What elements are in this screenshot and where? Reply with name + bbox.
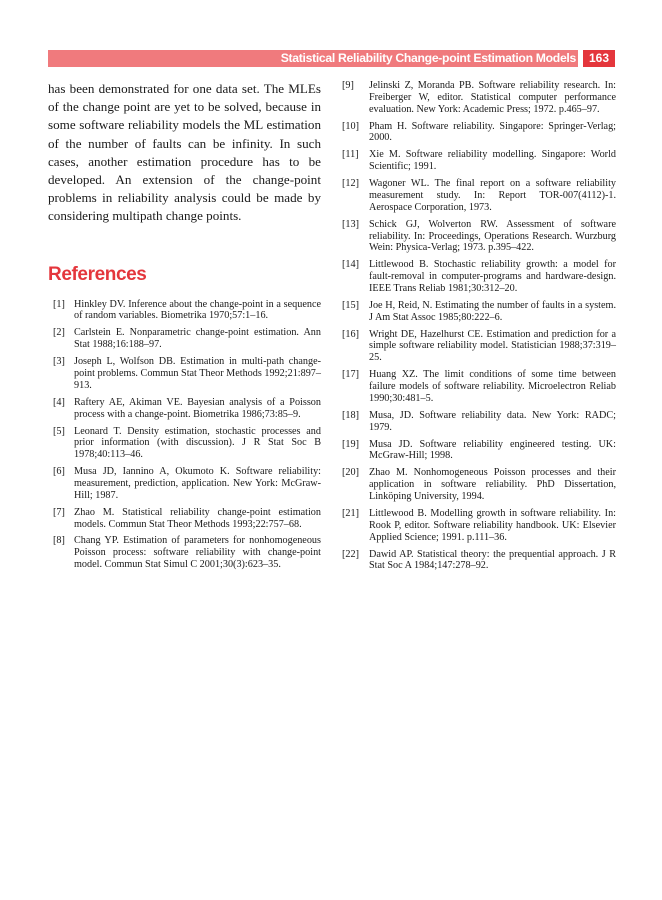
reference-text: Chang YP. Estimation of parameters for nonhomogeneous Poisson process: software reliability with change-point model. Commun Stat Simul C 2001;30(3):623–35. xyxy=(74,535,321,571)
reference-text: Littlewood B. Modelling growth in software reliability. In: Rook P, editor. Software reliability handbook. UK: Elsevier Applied Science; 1991. p.111–36. xyxy=(369,507,616,543)
reference-item xyxy=(342,329,616,364)
reference-item xyxy=(342,439,616,463)
reference-text: Schick GJ, Wolverton RW. Assessment of software reliability. In: Proceedings, Operations Research. Wurzburg Wein: Physica-Verlag; 1973. p.395–422. xyxy=(369,218,616,254)
references-list-right xyxy=(342,80,616,572)
reference-item xyxy=(48,397,321,421)
reference-item xyxy=(342,80,616,115)
reference-item xyxy=(48,466,321,501)
reference-number: [20] xyxy=(342,467,359,479)
reference-text: Littlewood B. Stochastic reliability growth: a model for fault-removal in computer-programs and hardware-design. IEEE Trans Reliab 1981;30:312–20. xyxy=(369,259,616,294)
left-column xyxy=(48,80,321,576)
references-heading: References xyxy=(48,263,147,285)
reference-text: Pham H. Software reliability. Singapore: Springer-Verlag; 2000. xyxy=(369,120,616,144)
reference-text: Musa, JD. Software reliability data. New York: RADC; 1979. xyxy=(369,409,616,433)
reference-text: Wagoner WL. The final report on a software reliability measurement study. In: Report TOR-007(4112)-1. Aerospace Corporation, 1973. xyxy=(369,178,616,213)
reference-item xyxy=(342,300,616,324)
reference-number: [16] xyxy=(342,328,359,340)
reference-item xyxy=(342,178,616,213)
reference-text: Huang XZ. The limit conditions of some time between failure models of software reliability. Microelectron Reliab 1990;30:481–5. xyxy=(369,369,616,404)
reference-item xyxy=(342,259,616,294)
reference-text: Carlstein E. Nonparametric change-point estimation. Ann Stat 1988;16:188–97. xyxy=(74,327,321,351)
reference-number: [13] xyxy=(342,218,359,230)
reference-number: [17] xyxy=(342,369,359,381)
reference-item xyxy=(48,535,321,570)
reference-item xyxy=(342,549,616,573)
reference-text: Xie M. Software reliability modelling. Singapore: World Scientific; 1991. xyxy=(369,149,616,173)
reference-number: [3] xyxy=(53,356,65,368)
reference-number: [12] xyxy=(342,178,359,190)
reference-number: [7] xyxy=(53,506,65,518)
right-column xyxy=(342,80,616,577)
reference-item xyxy=(342,219,616,254)
reference-item xyxy=(48,507,321,531)
reference-item xyxy=(48,327,321,351)
reference-number: [1] xyxy=(53,298,65,310)
reference-item xyxy=(342,121,616,145)
reference-text: Jelinski Z, Moranda PB. Software reliability research. In: Freiberger W, editor. Statistical computer performance evaluation. New York: Academic Press; 1972. p.465–97. xyxy=(369,80,616,115)
reference-text: Zhao M. Nonhomogeneous Poisson processes and their application in software reliability. PhD Dissertation, Linköping University, 1994. xyxy=(369,467,616,502)
reference-number: [22] xyxy=(342,548,359,560)
reference-number: [19] xyxy=(342,438,359,450)
reference-number: [6] xyxy=(53,466,65,478)
reference-number: [8] xyxy=(53,535,65,547)
reference-number: [18] xyxy=(342,409,359,421)
reference-number: [4] xyxy=(53,396,65,408)
reference-text: Raftery AE, Akiman VE. Bayesian analysis of a Poisson process with a change-point. Biometrika 1986;73:85–9. xyxy=(74,396,321,420)
references-list-left xyxy=(48,299,321,571)
reference-item xyxy=(342,369,616,404)
reference-text: Joe H, Reid, N. Estimating the number of faults in a system. J Am Stat Assoc 1985;80:222–6. xyxy=(369,299,616,323)
reference-item xyxy=(342,149,616,173)
reference-number: [15] xyxy=(342,299,359,311)
running-title: Statistical Reliability Change-point Estimation Models xyxy=(280,51,576,65)
reference-text: Musa JD, Iannino A, Okumoto K. Software reliability: measurement, prediction, application. New York: McGraw-Hill; 1987. xyxy=(74,466,321,501)
body-paragraph: has been demonstrated for one data set. The MLEs of the change point are yet to be solved, because in some software reliability models the ML estimation of the number of faults can be infinity. In such cases, another estimation procedure has to be developed. An extension of the change-point problems in reliability analysis could be made by considering multipath change points. xyxy=(48,81,321,224)
reference-item xyxy=(342,508,616,543)
reference-text: Musa JD. Software reliability engineered testing. UK: McGraw-Hill; 1998. xyxy=(369,438,616,462)
reference-text: Dawid AP. Statistical theory: the prequential approach. J R Stat Soc A 1984;147:278–92. xyxy=(369,548,616,572)
reference-text: Wright DE, Hazelhurst CE. Estimation and prediction for a simple software reliability model. Statistician 1988;37:319–25. xyxy=(369,328,616,364)
reference-item xyxy=(48,426,321,461)
reference-text: Leonard T. Density estimation, stochastic processes and prior information (with discussion). J R Stat Soc B 1978;40:113–46. xyxy=(74,425,321,461)
reference-item xyxy=(48,299,321,323)
reference-number: [10] xyxy=(342,120,359,132)
reference-number: [11] xyxy=(342,149,359,161)
page-number: 163 xyxy=(583,50,615,67)
reference-number: [5] xyxy=(53,425,65,437)
reference-number: [9] xyxy=(342,80,354,91)
reference-item xyxy=(342,410,616,434)
reference-text: Hinkley DV. Inference about the change-point in a sequence of random variables. Biometrika 1970;57:1–16. xyxy=(74,298,321,322)
reference-number: [2] xyxy=(53,327,65,339)
reference-number: [14] xyxy=(342,259,359,271)
reference-number: [21] xyxy=(342,507,359,519)
reference-text: Zhao M. Statistical reliability change-point estimation models. Commun Stat Theor Methods 1993;22:757–68. xyxy=(74,506,321,530)
reference-text: Joseph L, Wolfson DB. Estimation in multi-path change-point problems. Commun Stat Theor Methods 1992;21:897–913. xyxy=(74,356,321,391)
reference-item xyxy=(342,467,616,502)
reference-item xyxy=(48,356,321,391)
